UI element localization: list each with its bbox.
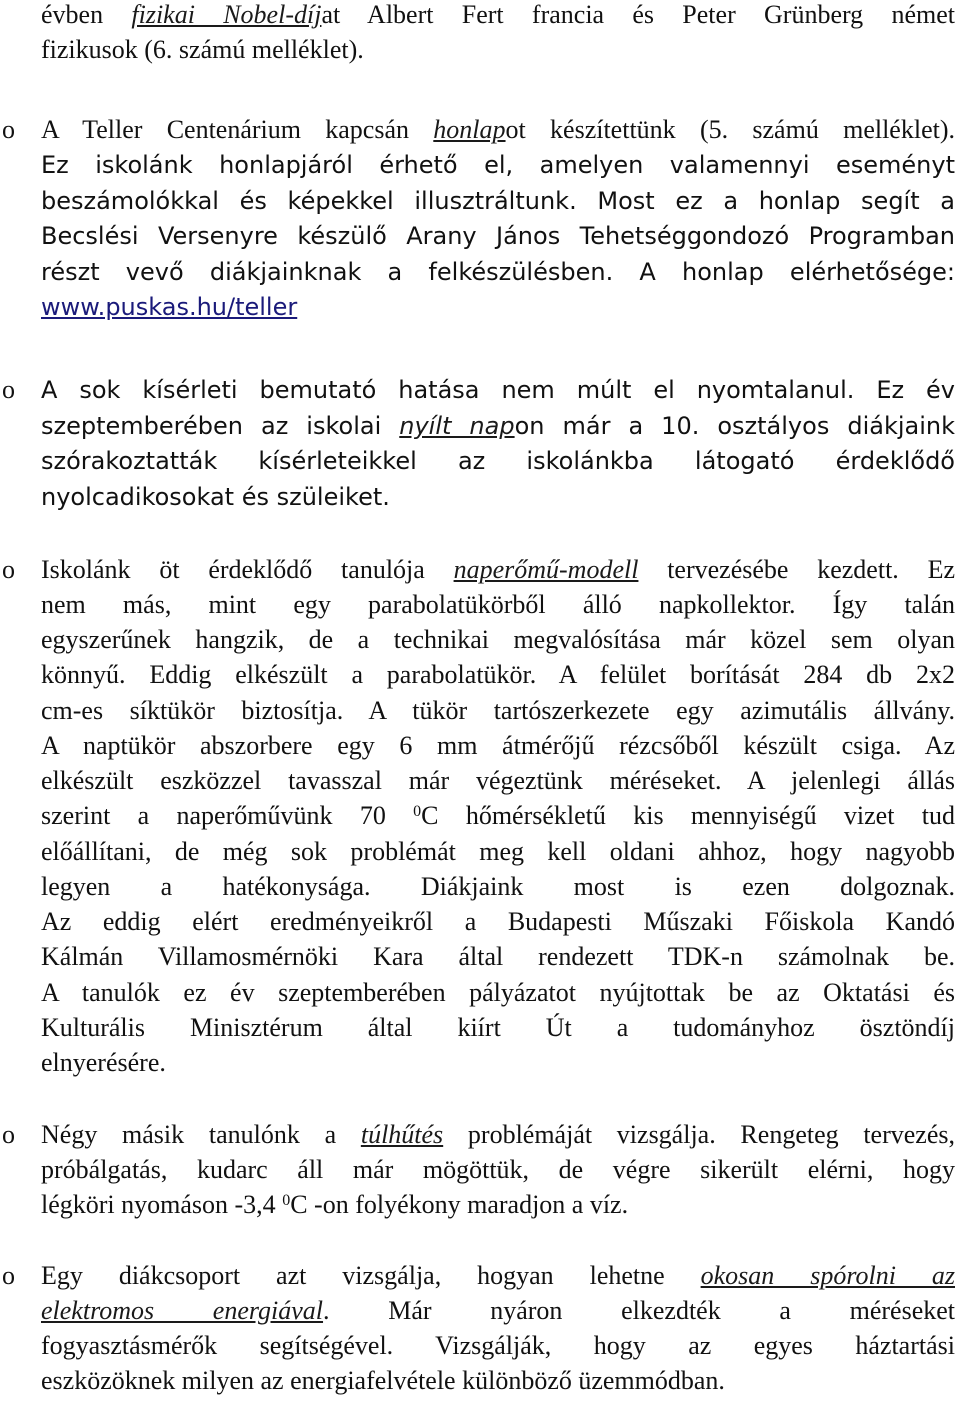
open-day-link[interactable]: nyílt nap bbox=[399, 412, 515, 440]
text-line: Az eddig elért eredményeikről a Budapesti Műszaki Főiskola Kandó bbox=[41, 907, 955, 936]
puskas-teller-url-link[interactable]: www.puskas.hu/teller bbox=[41, 293, 298, 321]
text-line: A Teller Centenárium kapcsán honlapot készítettünk (5. számú melléklet). bbox=[41, 115, 955, 144]
nobel-prize-link[interactable]: fizikai Nobel-díj bbox=[131, 0, 322, 29]
list-bullet: o bbox=[2, 375, 15, 404]
text-line: szórakoztatták kísérleteikkel az iskolánkba látogató érdeklődő bbox=[41, 447, 955, 475]
text-line: A tanulók ez év szeptemberében pályázatot nyújtottak be az Oktatási és bbox=[41, 978, 955, 1007]
text-line: Négy másik tanulónk a túlhűtés problémáját vizsgálja. Rengeteg tervezés, bbox=[41, 1120, 955, 1149]
list-bullet: o bbox=[2, 1120, 15, 1149]
degree-superscript: 0 bbox=[413, 803, 422, 820]
text-line: részt vevő diákjainknak a felkészülésben. A honlap elérhetősége: bbox=[41, 258, 955, 286]
text-line: nyolcadikosokat és szüleiket. bbox=[41, 483, 390, 511]
text-line: Egy diákcsoport azt vizsgálja, hogyan lehetne okosan spórolni az bbox=[41, 1261, 955, 1290]
list-bullet: o bbox=[2, 555, 15, 584]
text-line: A naptükör abszorbere egy 6 mm átmérőjű rézcsőből készült csiga. Az bbox=[41, 731, 955, 760]
text-line: Iskolánk öt érdeklődő tanulója naperőmű-modell tervezésébe kezdett. Ez bbox=[41, 555, 955, 584]
text-line: eszközöknek milyen az energiafelvétele különböző üzemmódban. bbox=[41, 1366, 725, 1395]
list-bullet: o bbox=[2, 115, 15, 144]
text-line: Ez iskolánk honlapjáról érhető el, amelyen valamennyi eseményt bbox=[41, 151, 955, 179]
text-line: legyen a hatékonysága. Diákjaink most is ezen dolgoznak. bbox=[41, 872, 955, 901]
text-line: cm-es síktükör biztosítja. A tükör tartószerkezete egy azimutális állvány. bbox=[41, 696, 955, 725]
list-bullet: o bbox=[2, 1261, 15, 1290]
degree-superscript: 0 bbox=[282, 1192, 291, 1209]
text-line: elnyerésére. bbox=[41, 1048, 166, 1077]
honlap-link[interactable]: honlap bbox=[433, 115, 506, 144]
text-line bbox=[41, 292, 955, 328]
supercooling-link[interactable]: túlhűtés bbox=[360, 1120, 444, 1149]
energy-saving-link[interactable]: okosan spórolni az bbox=[700, 1261, 955, 1290]
text-line: nem más, mint egy parabolatükörből álló napkollektor. Így talán bbox=[41, 590, 955, 619]
text-line: A sok kísérleti bemutató hatása nem múlt el nyomtalanul. Ez év bbox=[41, 376, 955, 404]
text-line: könnyű. Eddig elkészült a parabolatükör. A felület borítását 284 db 2x2 bbox=[41, 660, 955, 689]
text-line: évben fizikai Nobel-díjat Albert Fert francia és Peter Grünberg német bbox=[41, 0, 955, 29]
text-line: Kálmán Villamosmérnöki Kara által rendezett TDK-n számolnak be. bbox=[41, 942, 955, 971]
text-line: légköri nyomáson -3,4 $^0$C -on folyékony maradjon a víz. bbox=[41, 1190, 629, 1219]
text-line: fizikusok (6. számú melléklet). bbox=[41, 35, 364, 64]
text-line: beszámolókkal és képekkel illusztráltunk. Most ez a honlap segít a bbox=[41, 187, 955, 215]
text-line: Becslési Versenyre készülő Arany János Tehetséggondozó Programban bbox=[41, 222, 955, 250]
energy-saving-link-continued[interactable]: elektromos energiával bbox=[41, 1296, 324, 1325]
text-line: Kulturális Minisztérum által kiírt Út a tudományhoz ösztöndíj bbox=[41, 1013, 955, 1042]
text-line: egyszerűnek hangzik, de a technikai megvalósítása már közel sem olyan bbox=[41, 625, 955, 654]
text-line: elektromos energiával. Már nyáron elkezdték a méréseket bbox=[41, 1296, 955, 1325]
text-line: elkészült eszközzel tavasszal már végeztünk méréseket. A jelenlegi állás bbox=[41, 766, 955, 795]
text-line: előállítani, de még sok problémát meg kell oldani ahhoz, hogy nagyobb bbox=[41, 837, 955, 866]
text-line: próbálgatás, kudarc áll már mögöttük, de végre sikerült elérni, hogy bbox=[41, 1155, 955, 1184]
text-line: szerint a naperőművünk 70 $^0$C hőmérsékletű kis mennyiségű vizet tud bbox=[41, 801, 955, 830]
text-line: szeptemberében az iskolai nyílt napon már a 10. osztályos diákjaink bbox=[41, 412, 955, 440]
text-line: fogyasztásmérők segítségével. Vizsgálják, hogy az egyes háztartási bbox=[41, 1331, 955, 1360]
solar-plant-model-link[interactable]: naperőmű-modell bbox=[453, 555, 639, 584]
